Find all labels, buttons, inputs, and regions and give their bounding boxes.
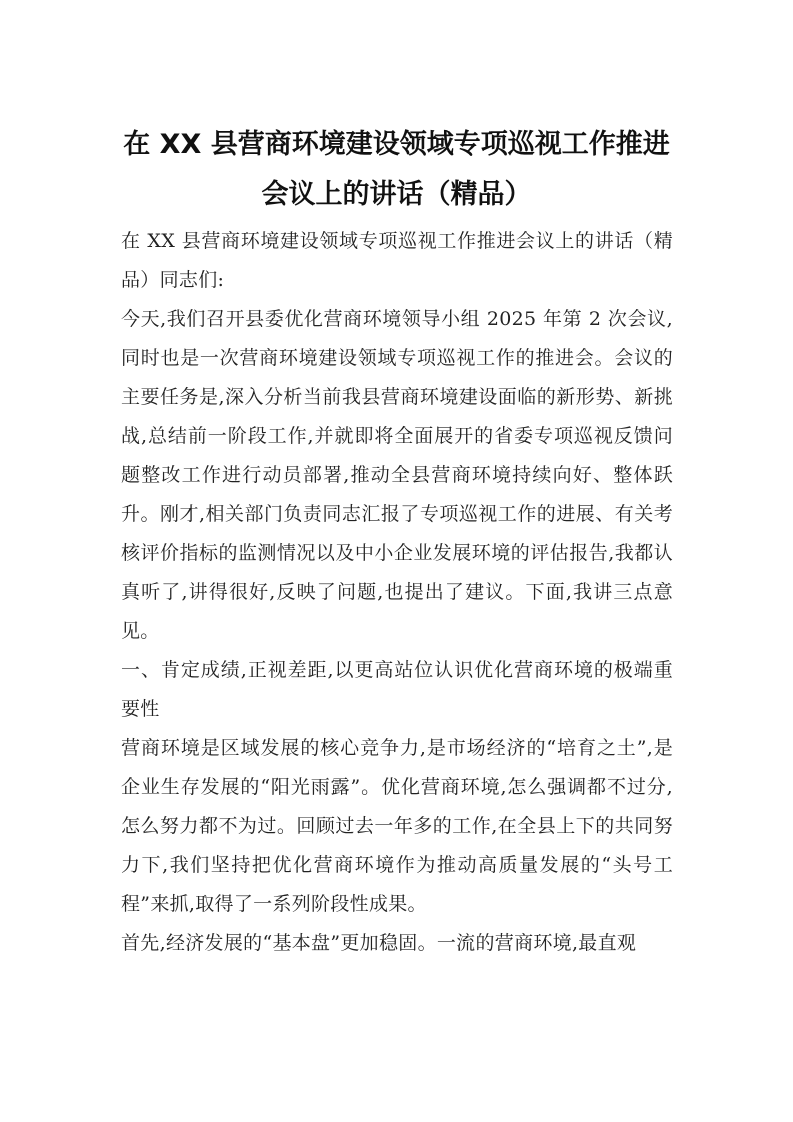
- document-title: 在 XX 县营商环境建设领域专项巡视工作推进会议上的讲话（精品）: [123, 129, 670, 210]
- paragraph-first-point: 首先,经济发展的“基本盘”更加稳固。一流的营商环境,最直观: [121, 932, 637, 954]
- paragraph-greeting: 在 XX 县营商环境建设领域专项巡视工作推进会议上的讲话（精品）同志们:: [121, 230, 673, 291]
- paragraph-opening: 今天,我们召开县委优化营商环境领导小组 2025 年第 2 次会议,同时也是一次营商环境建设领域专项巡视工作的推进会。会议的主要任务是,深入分析当前我县营商环境建设面临的新形势、新挑战,总结前一阶段工作,并就即将全面展开的省委专项巡视反馈问题整改工作进行动员部署,推动全县营商环境持续向好、整体跃升。刚才,相关部门负责同志汇报了专项巡视工作的进展、有关考核评价指标的监测情况以及中小企业发展环境的评估报告,我都认真听了,讲得很好,反映了问题,也提出了建议。下面,我讲三点意见。: [121, 308, 673, 642]
- document-body: [121, 222, 673, 963]
- section-heading-one: 一、肯定成绩,正视差距,以更高站位认识优化营商环境的极端重要性: [121, 659, 673, 720]
- paragraph-environment: 营商环境是区域发展的核心竞争力,是市场经济的“培育之土”,是企业生存发展的“阳光雨露”。优化营商环境,怎么强调都不过分,怎么努力都不为过。回顾过去一年多的工作,在全县上下的共同努力下,我们坚持把优化营商环境作为推动高质量发展的“头号工程”来抓,取得了一系列阶段性成果。: [121, 737, 673, 915]
